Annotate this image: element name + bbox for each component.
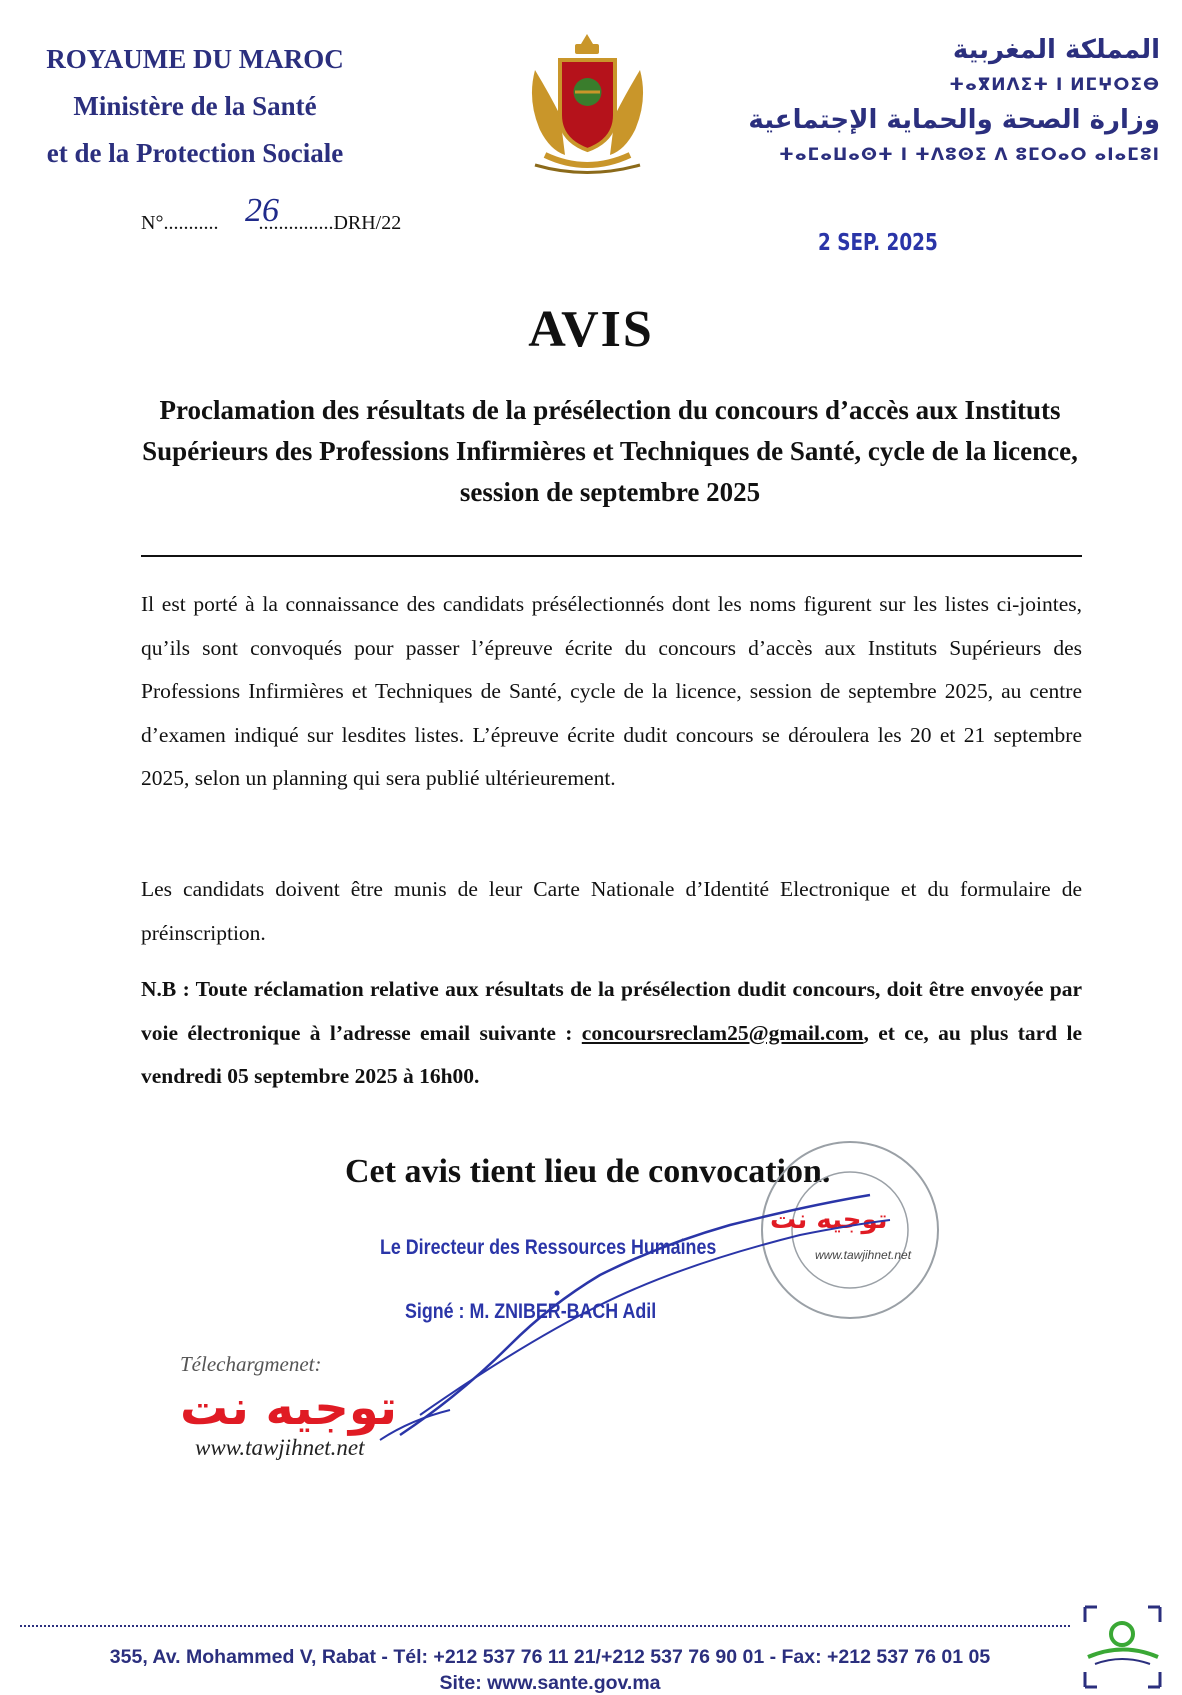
nb-paragraph <box>141 968 1082 1099</box>
download-site-link[interactable]: www.tawjihnet.net <box>195 1435 365 1460</box>
title-divider <box>141 555 1082 557</box>
notice-paragraph: Il est porté à la connaissance des candidats présélectionnés dont les noms figurent sur les listes ci-jointes, qu’ils sont convoqués pour passer l’épreuve écrite du concours d’accès aux Instituts Supérieurs des Professions Infirmières et Techniques de Santé, cycle de la licence, session de septembre 2025, au centre d’examen indiqué sur lesdites listes. L’épreuve écrite dudit concours se déroulera les 20 et 21 septembre 2025, selon un planning qui sera publié ultérieurement. <box>141 592 1082 790</box>
reference-suffix: DRH/22 <box>333 212 402 234</box>
reference-prefix: N° <box>141 212 164 234</box>
ministry-label-line2: et de la Protection Sociale <box>46 138 344 168</box>
kingdom-label-arabic: المملكة المغربية <box>952 35 1160 65</box>
document-title: AVIS <box>528 301 654 358</box>
seal-site: www.tawjihnet.net <box>815 1248 912 1262</box>
nb-text-after: , et ce, au plus tard le vendredi 05 septembre 2025 à 16h00. <box>141 1020 1082 1088</box>
convocation-note: Cet avis tient lieu de convocation. <box>345 1153 831 1190</box>
royal-emblem-icon <box>515 30 660 180</box>
document-subtitle: Proclamation des résultats de la présélection du concours d’accès aux Instituts Supérieurs des Professions Infirmières et Techniques de Santé, cycle de la licence, session de septembre 2025 <box>142 395 1078 507</box>
reference-number: 26 <box>245 192 279 229</box>
ministry-label-arabic: وزارة الصحة والحماية الإجتماعية <box>748 105 1160 135</box>
email-link[interactable]: concoursreclam25@gmail.com <box>581 1020 864 1045</box>
seal-brand: توجيه نت <box>770 1205 888 1235</box>
date-stamp: 2 SEP. 2025 <box>818 230 938 256</box>
signatory-name: Signé : M. ZNIBER-BACH Adil <box>405 1300 657 1323</box>
requirements-paragraph: Les candidats doivent être munis de leur Carte Nationale d’Identité Electronique et du formulaire de préinscription. <box>141 877 1082 945</box>
download-brand: توجيه نت <box>180 1380 397 1436</box>
download-label: Télechargmenet: <box>180 1352 322 1376</box>
kingdom-label-tifinagh: ⵜⴰⴳⵍⴷⵉⵜ ⵏ ⵍⵎⵖⵔⵉⴱ <box>949 75 1160 95</box>
ministry-header-ar <box>740 30 1160 170</box>
signatory-title: Le Directeur des Ressources Humaines <box>380 1236 717 1259</box>
ministry-label-tifinagh: ⵜⴰⵎⴰⵡⴰⵙⵜ ⵏ ⵜⴷⵓⵙⵉ ⴷ ⵓⵎⵔⴰⵔ ⴰⵏⴰⵎⵓⵏ <box>778 145 1160 165</box>
reference-dots-right: ............... <box>258 212 334 234</box>
ministry-header-fr <box>20 36 370 177</box>
nb-text-before: N.B : Toute réclamation relative aux résultats de la présélection dudit concours, doit être envoyée par voie électronique à l’adresse email suivante : <box>141 977 1082 1045</box>
ministry-label-line1: Ministère de la Santé <box>73 91 317 121</box>
reference-dots-left: ........... <box>163 212 219 234</box>
handwritten-signature-icon <box>360 1185 920 1445</box>
footer-website[interactable]: Site: www.sante.gov.ma <box>439 1672 661 1694</box>
kingdom-label: ROYAUME DU MAROC <box>46 44 344 74</box>
footer-divider <box>20 1625 1070 1627</box>
ministry-logo-icon <box>1080 1602 1165 1692</box>
footer-address: 355, Av. Mohammed V, Rabat - Tél: +212 537 76 11 21/+212 537 76 90 01 - Fax: +212 537 76 01 05 <box>109 1646 991 1668</box>
